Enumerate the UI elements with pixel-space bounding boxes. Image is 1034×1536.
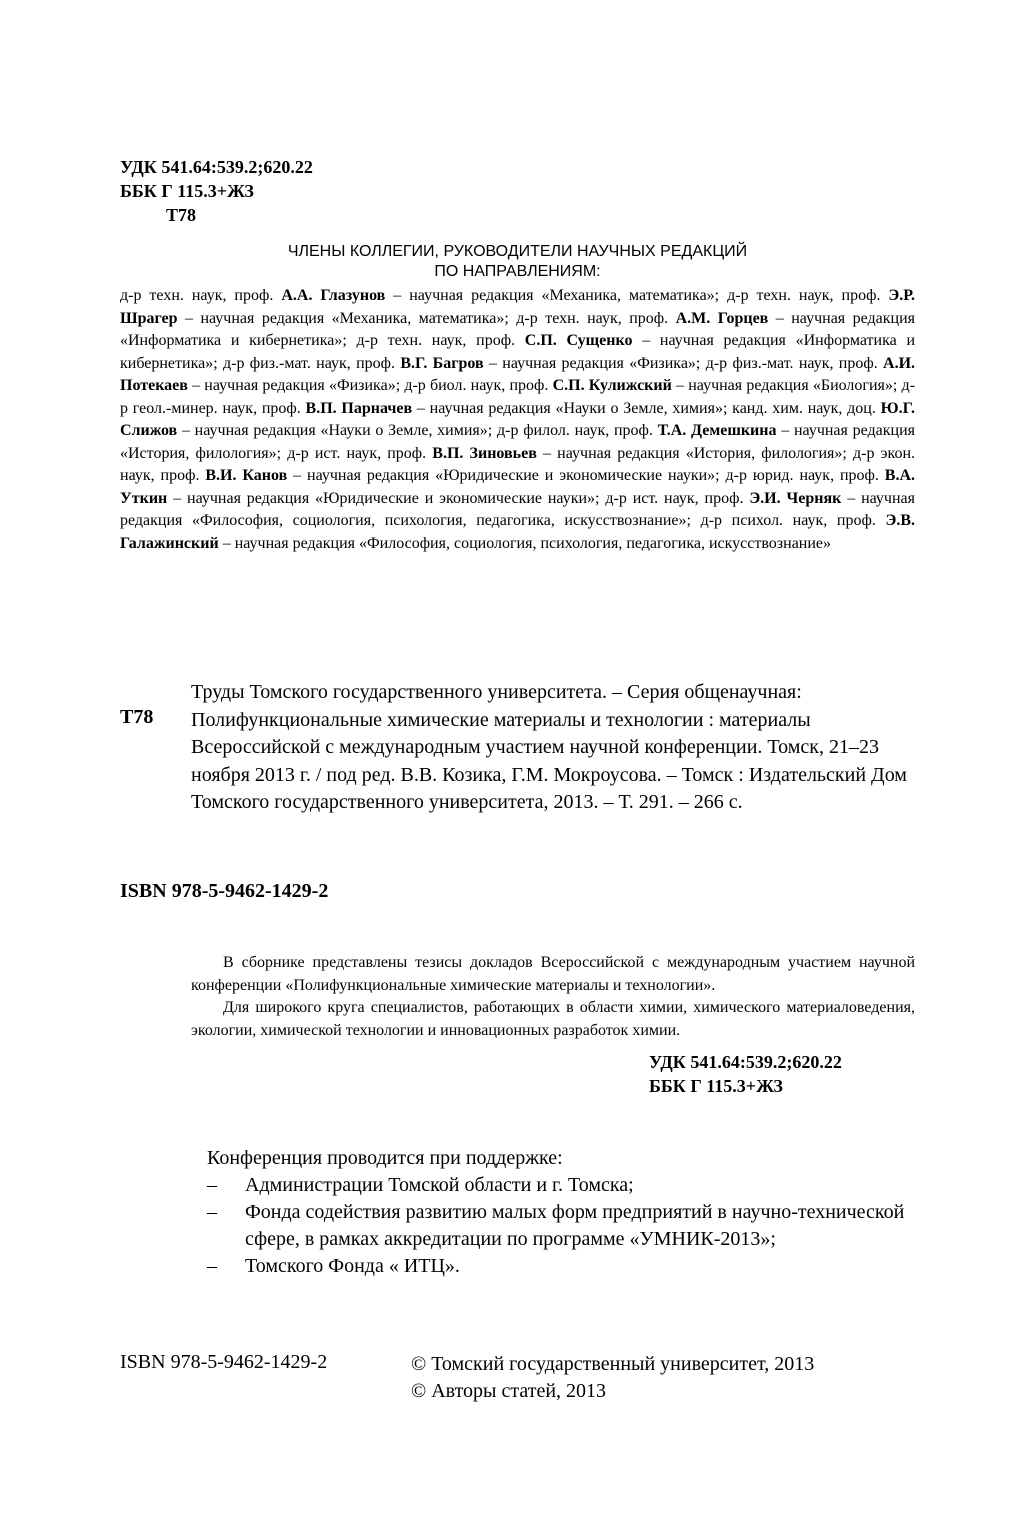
member-name: В.И. Канов [205, 467, 288, 484]
member-section: – научная редакция «Биология»; [671, 377, 902, 394]
member-title: д-р ист. наук, проф. [287, 444, 433, 462]
member-section: – научная редакция «Информатика и кибернетика»; [120, 332, 916, 372]
member-name: В.П. Зиновьев [432, 444, 537, 462]
member-name: А.А. Глазунов [281, 287, 386, 304]
dash-bullet: – [207, 1201, 217, 1223]
editorial-board-members [120, 285, 915, 555]
member-section: – научная редакция «Физика»; [187, 377, 405, 394]
support-item [207, 1172, 915, 1199]
annotation [191, 952, 915, 1042]
classification-codes-top [120, 155, 313, 227]
isbn-heading: ISBN 978-5-9462-1429-2 [120, 880, 329, 902]
udk-code-bottom: УДК 541.64:539.2;620.22 [649, 1052, 842, 1072]
support-intro: Конференция проводится при поддержке: [207, 1147, 563, 1169]
member-section: – научная редакция «Информатика и кибернетика»; [120, 309, 916, 349]
member-section: – научная редакция «Науки о Земле, химия»; [412, 399, 733, 417]
member-section: – научная редакция «Науки о Земле, химия»; [177, 422, 497, 439]
member-name: В.П. Парначев [305, 399, 413, 417]
member-name: Э.И. Черняк [749, 489, 842, 507]
footer-isbn: ISBN 978-5-9462-1429-2 [120, 1351, 328, 1373]
member-title: д-р техн. наук, проф. [516, 309, 676, 327]
member-title: д-р психол. наук, проф. [700, 512, 886, 529]
dash-bullet: – [207, 1174, 217, 1196]
bbk-code: ББК Г 115.3+ЖЗ [120, 181, 254, 201]
copyright-block [411, 1351, 814, 1405]
support-item [207, 1253, 915, 1280]
member-title: д-р филол. наук, проф. [496, 422, 658, 439]
member-title: д-р техн. наук, проф. [727, 287, 889, 304]
bbk-code-bottom: ББК Г 115.3+ЖЗ [649, 1076, 783, 1096]
member-title: д-р юрид. наук, проф. [725, 467, 885, 484]
member-title: д-р ист. наук, проф. [605, 489, 750, 507]
member-title: д-р техн. наук, проф. [120, 287, 282, 304]
member-title: д-р физ.-мат. наук, проф. [705, 354, 884, 372]
member-section: – научная редакция «Механика, математика»; [385, 287, 728, 304]
member-title: д-р геол.-минер. наук, проф. [120, 377, 916, 417]
member-name: А.М. Горцев [675, 309, 769, 327]
member-section: – научная редакция «Физика»; [483, 354, 706, 372]
member-section: – научная редакция «Философия, социология, психология, педагогика, искусствознание» [218, 534, 832, 552]
copyright-authors: © Авторы статей, 2013 [411, 1380, 607, 1402]
annotation-paragraph-1: В сборнике представлены тезисы докладов Всероссийской с международным участием научной конференции «Полифункциональные химические материалы и технологии». [191, 954, 915, 994]
member-name: В.Г. Багров [400, 354, 484, 372]
member-section: – научная редакция «Юридические и экономические науки»; [287, 467, 726, 484]
member-title: д-р техн. наук, проф. [356, 332, 525, 349]
member-section: – научная редакция «История, филология»; [120, 422, 916, 462]
bibliographic-description: Труды Томского государственного университета. – Серия общенаучная: Полифункциональные химические материалы и технологии : материалы Всероссийской с международным участием научной конференции. Томск, 21–23 ноября 2013 г. / под ред. В.В. Козика, Г.М. Мокроусова. – Томск : Издательский Дом Томского государственного университета, 2013. – Т. 291. – 266 с. [191, 681, 907, 813]
member-name: В.А. Уткин [120, 467, 916, 507]
annotation-paragraph-2: Для широкого круга специалистов, работающих в области химии, химического материаловедения, экологии, химической технологии и инновационных разработок химии. [191, 999, 915, 1039]
member-name: Э.Р. Шрагер [120, 287, 916, 327]
member-title: д-р экон. наук, проф. [120, 444, 916, 484]
support-list [207, 1172, 915, 1280]
support-item-text: Томского Фонда « ИТЦ». [245, 1255, 460, 1277]
udk-code: УДК 541.64:539.2;620.22 [120, 157, 313, 177]
member-title: канд. хим. наук, доц. [732, 399, 881, 417]
member-name: А.И. Потекаев [120, 354, 916, 394]
member-title: д-р биол. наук, проф. [404, 377, 553, 394]
conference-support [207, 1145, 915, 1280]
member-section: – научная редакция «История, филология»; [536, 444, 854, 462]
member-section: – научная редакция «Механика, математика»; [177, 309, 517, 327]
board-heading-line2: ПО НАПРАВЛЕНИЯМ: [434, 263, 601, 280]
member-name: Ю.Г. Слижов [120, 399, 915, 439]
support-item [207, 1199, 915, 1253]
member-name: С.П. Кулижский [552, 377, 672, 394]
member-name: Т.А. Демешкина [657, 422, 777, 439]
classification-codes-bottom [649, 1050, 842, 1098]
member-name: Э.В. Галажинский [120, 512, 915, 552]
member-title: д-р физ.-мат. наук, проф. [222, 354, 401, 372]
copyright-university: © Томский государственный университет, 2013 [411, 1353, 815, 1375]
author-mark: Т78 [166, 205, 197, 225]
dash-bullet: – [207, 1255, 217, 1277]
member-section: – научная редакция «Философия, социология, психология, педагогика, искусствознание»; [120, 489, 916, 529]
support-item-text: Фонда содействия развитию малых форм предприятий в научно-технической сфере, в рамках аккредитации по программе «УМНИК-2013»; [245, 1201, 905, 1250]
member-section: – научная редакция «Юридические и экономические науки»; [167, 489, 606, 507]
editorial-board-heading [120, 242, 915, 282]
bibliography-author-mark: Т78 [120, 706, 154, 728]
support-item-text: Администрации Томской области и г. Томска; [245, 1174, 634, 1196]
member-name: С.П. Сущенко [524, 332, 633, 349]
board-heading-line1: ЧЛЕНЫ КОЛЛЕГИИ, РУКОВОДИТЕЛИ НАУЧНЫХ РЕДАКЦИЙ [287, 243, 748, 260]
